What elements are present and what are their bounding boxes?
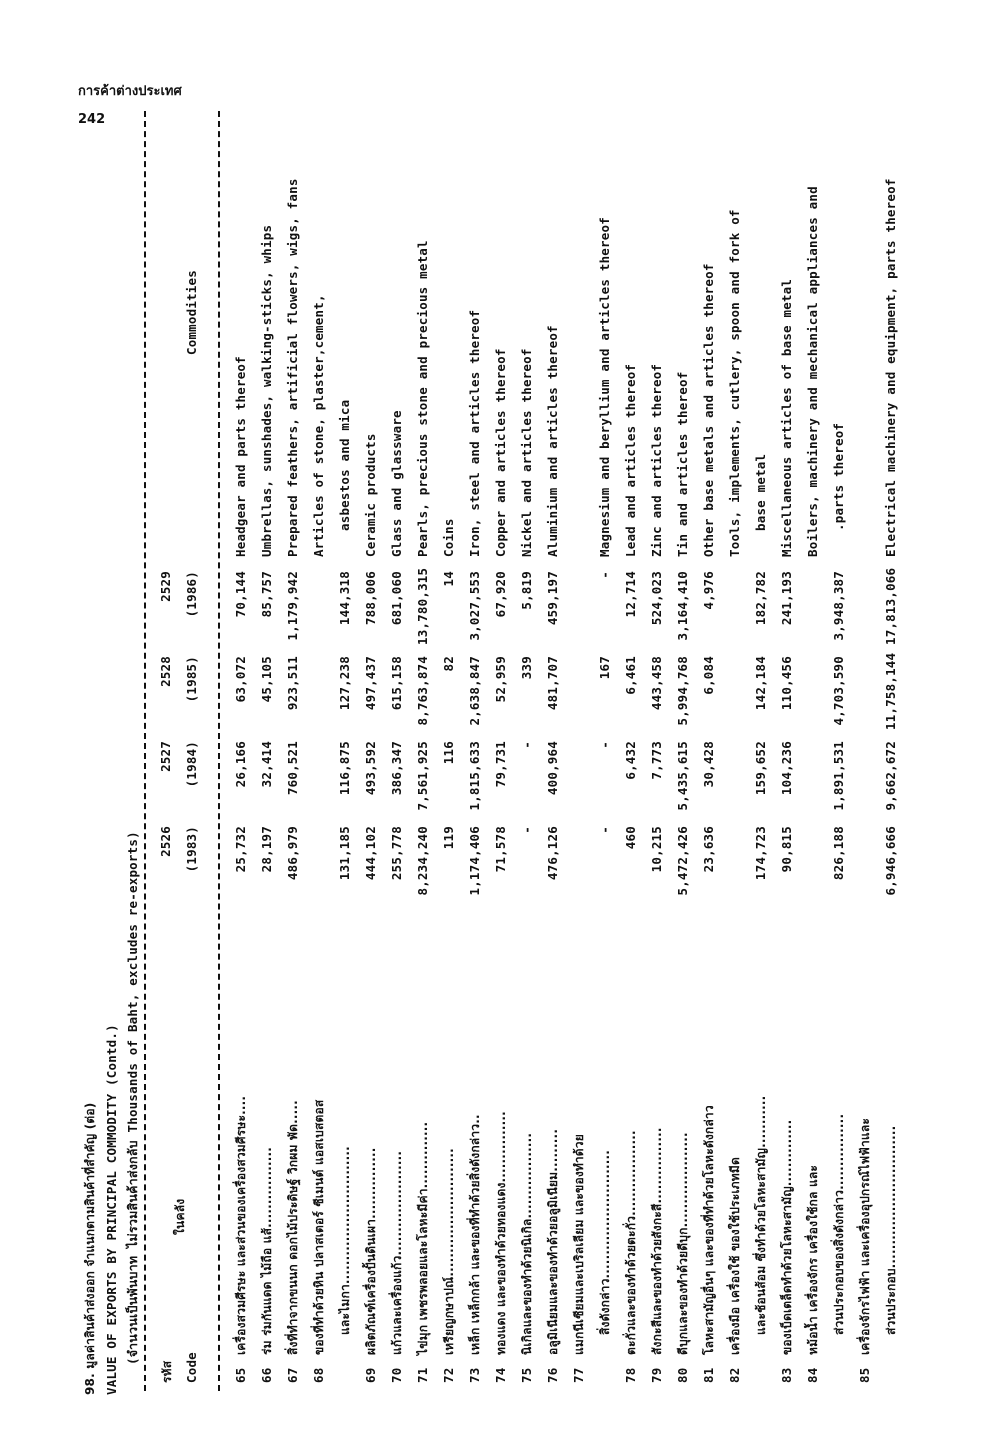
row-english-label: Iron, steel and articles thereof [467, 309, 482, 557]
row-code: 70 [389, 1367, 404, 1383]
row-value: 400,964 [545, 741, 560, 796]
header-year-be: 2529 [158, 571, 173, 602]
row-value: 524,023 [649, 571, 664, 626]
row-value: 760,521 [285, 741, 300, 796]
row-english-label: Lead and articles thereof [623, 363, 638, 557]
row-value: 3,948,387 [831, 571, 846, 641]
row-value: 144,318 [337, 571, 352, 626]
row-value: 79,731 [493, 741, 508, 788]
row-value: 3,027,553 [467, 571, 482, 641]
header-year-be: 2528 [158, 656, 173, 687]
row-english-label: Umbrellas, sunshades, walking-sticks, whips [259, 224, 274, 557]
table-title [80, 135, 143, 1395]
row-english-label: Prepared feathers, artificial flowers, wigs, fans [285, 178, 300, 557]
row-value: 681,060 [389, 571, 404, 626]
row-thai-label: ของเบ็ดเตล็ดทำด้วยโลหะสามัญ.............. [780, 1119, 794, 1355]
row-english-label: Miscellaneous articles of base metal [779, 278, 794, 557]
row-english-label: Copper and articles thereof [493, 348, 508, 557]
row-value: 826,188 [831, 826, 846, 881]
header-year-ce: (1984) [184, 741, 199, 788]
row-thai-label: โลหะสามัญอื่นๆ และของที่ทำด้วยโลหะดังกล่าว [702, 1105, 716, 1355]
header-year-be: 2527 [158, 741, 173, 772]
row-value: 32,414 [259, 741, 274, 788]
row-code: 83 [779, 1367, 794, 1383]
row-thai-label: หม้อน้ำ เครื่องจักร เครื่องใช้กล และ [806, 1164, 820, 1355]
row-code: 78 [623, 1367, 638, 1383]
row-english-label: Glass and glassware [389, 410, 404, 557]
row-value: - [519, 826, 534, 834]
table-row [384, 95, 410, 1395]
table-row [488, 95, 514, 1395]
row-value: 1,891,531 [831, 741, 846, 811]
row-value: 493,592 [363, 741, 378, 796]
row-value: 481,707 [545, 656, 560, 711]
row-value: 142,184 [753, 656, 768, 711]
row-value: 63,072 [233, 656, 248, 703]
row-value: 8,234,240 [415, 826, 430, 896]
row-value: 67,920 [493, 571, 508, 618]
row-thai-label: สังกะสีและของทำด้วยสังกะสี................ [650, 1127, 664, 1355]
table-row [540, 95, 566, 1395]
row-english-label: Magnesium and beryllium and articles thereof [597, 217, 612, 557]
row-value: 10,215 [649, 826, 664, 873]
row-code: 79 [649, 1367, 664, 1383]
row-code: 81 [701, 1367, 716, 1383]
row-value: 25,732 [233, 826, 248, 873]
row-value: 127,238 [337, 656, 352, 711]
row-value: - [597, 826, 612, 834]
top-rule [144, 111, 146, 1391]
table-row [878, 95, 904, 1395]
row-value: 443,458 [649, 656, 664, 711]
row-thai-label: ส่วนประกอบ.............................. [884, 1125, 898, 1335]
row-value: 241,193 [779, 571, 794, 626]
row-value: 131,185 [337, 826, 352, 881]
title-thai: 98. มูลค่าสินค้าส่งออก จำแนกตามสินค้าที่สำคัญ (ต่อ) [83, 1102, 97, 1395]
row-value: 82 [441, 656, 456, 672]
row-value: 386,347 [389, 741, 404, 796]
row-code: 75 [519, 1367, 534, 1383]
row-thai-label: ร่ม ร่มกันแดด ไม้ถือ แส้................. [260, 1146, 274, 1355]
row-english-label: Ceramic products [363, 433, 378, 557]
row-value: 3,164,410 [675, 571, 690, 641]
row-value: 116,875 [337, 741, 352, 796]
row-english-label: Tools, implements, cutlery, spoon and fork of [727, 209, 742, 557]
row-thai-label: เครื่องมือ เครื่องใช้ ของใช้ประเภทมีด [728, 1157, 742, 1355]
row-value: 6,432 [623, 741, 638, 780]
header-code-english: Code [184, 1352, 199, 1383]
row-value: 17,813,066 [883, 567, 898, 645]
table-row [280, 95, 306, 1395]
row-english-label: Articles of stone, plaster,cement, [311, 294, 326, 557]
row-value: 6,946,666 [883, 826, 898, 896]
row-value: 5,472,426 [675, 826, 690, 896]
row-value: 1,174,406 [467, 826, 482, 896]
header-code-thai: รหัส [160, 1360, 174, 1383]
row-value: 255,778 [389, 826, 404, 881]
table-row [254, 95, 280, 1395]
row-english-label: Tin and articles thereof [675, 371, 690, 557]
row-thai-label: และไมกา............................. [338, 1146, 352, 1335]
row-thai-label: ตะกั่วและของทำด้วยตะกั่ว.................. [624, 1130, 638, 1355]
row-value: 52,959 [493, 656, 508, 703]
row-english-label: Headgear and parts thereof [233, 356, 248, 557]
row-value: 497,437 [363, 656, 378, 711]
row-value: 159,652 [753, 741, 768, 796]
row-value: 5,994,768 [675, 656, 690, 726]
row-value: 182,782 [753, 571, 768, 626]
table-row [228, 95, 254, 1395]
row-value: 13,780,315 [415, 567, 430, 645]
row-english-label: Nickel and articles thereof [519, 348, 534, 557]
row-thai-label: เครื่องสวมศีรษะ และส่วนของเครื่องสวมศีรษะ.... [234, 1095, 248, 1355]
row-value: 6,461 [623, 656, 638, 695]
row-value: 90,815 [779, 826, 794, 873]
row-value: 339 [519, 656, 534, 680]
row-value: 85,757 [259, 571, 274, 618]
row-value: 460 [623, 826, 638, 850]
row-english-label: Zinc and articles thereof [649, 363, 664, 557]
row-value: 104,236 [779, 741, 794, 796]
row-english-label: Boilers, machinery and mechanical appliances and [805, 186, 820, 557]
table-row [358, 95, 384, 1395]
row-value: - [597, 571, 612, 579]
row-value: 4,703,590 [831, 656, 846, 726]
row-value: 119 [441, 826, 456, 850]
row-code: 85 [857, 1367, 872, 1383]
row-english-label: asbestos and mica [337, 399, 352, 531]
row-thai-label: แก้วและเครื่องแก้ว...................... [390, 1150, 404, 1355]
row-code: 80 [675, 1367, 690, 1383]
row-thai-label: นิเกิลและของทำด้วยนิเกิล.................. [520, 1132, 534, 1355]
row-value: 5,435,615 [675, 741, 690, 811]
row-thai-label: ของที่ทำด้วยหิน ปลาสเตอร์ ซีเมนต์ แอสเบสตอส [312, 1099, 326, 1355]
row-value: 28,197 [259, 826, 274, 873]
row-value: - [597, 741, 612, 749]
row-value: 788,006 [363, 571, 378, 626]
row-value: 444,102 [363, 826, 378, 881]
row-code: 72 [441, 1367, 456, 1383]
row-code: 76 [545, 1367, 560, 1383]
row-code: 69 [363, 1367, 378, 1383]
row-english-label: Pearls, precious stone and precious metal [415, 240, 430, 557]
row-value: 486,979 [285, 826, 300, 881]
row-code: 82 [727, 1367, 742, 1383]
page-section-header: การค้าต่างประเทศ [78, 84, 182, 99]
row-value: - [519, 741, 534, 749]
row-code: 74 [493, 1367, 508, 1383]
row-english-label: .parts thereof [831, 422, 846, 531]
header-rule [218, 111, 220, 1391]
row-value: 174,723 [753, 826, 768, 881]
row-code: 68 [311, 1367, 326, 1383]
row-value: 4,976 [701, 571, 716, 610]
row-value: 7,561,925 [415, 741, 430, 811]
row-value: 26,166 [233, 741, 248, 788]
row-value: 71,578 [493, 826, 508, 873]
header-year-be: 2526 [158, 826, 173, 857]
table-row [644, 95, 670, 1395]
table-row [800, 95, 826, 1395]
row-code: 73 [467, 1367, 482, 1383]
row-thai-label: สิ่งดังกล่าว........................... [598, 1149, 612, 1335]
header-commodities: Commodities [184, 270, 199, 355]
row-value: 9,662,672 [883, 741, 898, 811]
row-value: 8,763,874 [415, 656, 430, 726]
table-row [670, 95, 696, 1395]
row-value: 7,773 [649, 741, 664, 780]
row-code: 67 [285, 1367, 300, 1383]
row-value: 6,084 [701, 656, 716, 695]
row-english-label: Coins [441, 518, 456, 557]
rotated-table [24, 35, 964, 1395]
row-value: 476,126 [545, 826, 560, 881]
table-row [722, 95, 748, 1395]
row-value: 110,456 [779, 656, 794, 711]
table-row [774, 95, 800, 1395]
table-row [566, 95, 592, 1395]
row-value: 11,758,144 [883, 652, 898, 730]
table-row [332, 95, 358, 1395]
row-thai-label: เหรียญกษาปณ์........................... [442, 1148, 456, 1355]
header-year-ce: (1986) [184, 571, 199, 618]
table-row [826, 95, 852, 1395]
table-row [592, 95, 618, 1395]
row-thai-label: อลูมิเนียมและของทำด้วยอลูมิเนียม......... [546, 1128, 560, 1355]
table-row [852, 95, 878, 1395]
row-thai-label: เครื่องจักรไฟฟ้า และเครื่องอุปกรณ์ไฟฟ้าและ [858, 1117, 872, 1355]
row-value: 2,638,847 [467, 656, 482, 726]
row-value: 30,428 [701, 741, 716, 788]
row-thai-label: ผลิตภัณฑ์เครื่องปั้นดินเผา............... [364, 1147, 378, 1355]
table-row [748, 95, 774, 1395]
row-value: 167 [597, 656, 612, 680]
page-number: 242 [78, 112, 106, 127]
row-value: 459,197 [545, 571, 560, 626]
row-code: 71 [415, 1367, 430, 1383]
row-thai-label: และช้อนส้อม ซึ่งทำด้วยโลหะสามัญ........... [754, 1095, 768, 1335]
row-thai-label: ไข่มุก เพชรพลอยและโลหะมีค่า.............. [416, 1121, 430, 1355]
row-english-label: Other base metals and articles thereof [701, 263, 716, 557]
header-year-ce: (1985) [184, 656, 199, 703]
table-row [696, 95, 722, 1395]
row-code: 77 [571, 1367, 586, 1383]
row-english-label: base metal [753, 453, 768, 531]
header-year-ce: (1983) [184, 826, 199, 873]
row-thai-label: สิ่งที่ทำจากขนนก ดอกไม้ประดิษฐ์ วิกผม พัด..... [286, 1100, 300, 1355]
row-thai-label: ส่วนประกอบของสิ่งดังกล่าว................ [832, 1113, 846, 1335]
row-value: 1,179,942 [285, 571, 300, 641]
title-unit: (จำนวนเป็นพันบาท ไม่รวมสินค้าส่งกลับ Thousands of Baht, excludes re-exports) [125, 831, 140, 1365]
row-value: 45,105 [259, 656, 274, 703]
table-row [462, 95, 488, 1395]
row-value: 1,815,633 [467, 741, 482, 811]
row-code: 84 [805, 1367, 820, 1383]
table-row [306, 95, 332, 1395]
row-value: 23,636 [701, 826, 716, 873]
table-row [436, 95, 462, 1395]
row-value: 116 [441, 741, 456, 765]
row-value: 5,819 [519, 571, 534, 610]
row-value: 70,144 [233, 571, 248, 618]
row-english-label: Electrical machinery and equipment, parts thereof [883, 178, 898, 557]
row-english-label: Aluminium and articles thereof [545, 325, 560, 557]
row-thai-label: ทองแดง และของทำด้วยทองแดง............... [494, 1111, 508, 1355]
row-value: 12,714 [623, 571, 638, 618]
row-code: 65 [233, 1367, 248, 1383]
title-english: VALUE OF EXPORTS BY PRINCIPAL COMMODITY (Contd.) [104, 1024, 119, 1395]
table-row [618, 95, 644, 1395]
row-thai-label: เหล็ก เหล็กกล้า และของที่ทำด้วยสิ่งดังกล่าว.. [468, 1114, 482, 1355]
table-row [410, 95, 436, 1395]
row-thai-label: ดีบุกและของทำด้วยดีบุก.................... [676, 1132, 690, 1355]
row-thai-label: แมกนีเซียมและเบริลเลียม และของทำด้วย [572, 1134, 586, 1355]
row-value: 615,158 [389, 656, 404, 711]
header-item-thai: ในคลัง [173, 1198, 187, 1235]
row-value: 923,511 [285, 656, 300, 711]
row-code: 66 [259, 1367, 274, 1383]
row-value: 14 [441, 571, 456, 587]
table-row [514, 95, 540, 1395]
